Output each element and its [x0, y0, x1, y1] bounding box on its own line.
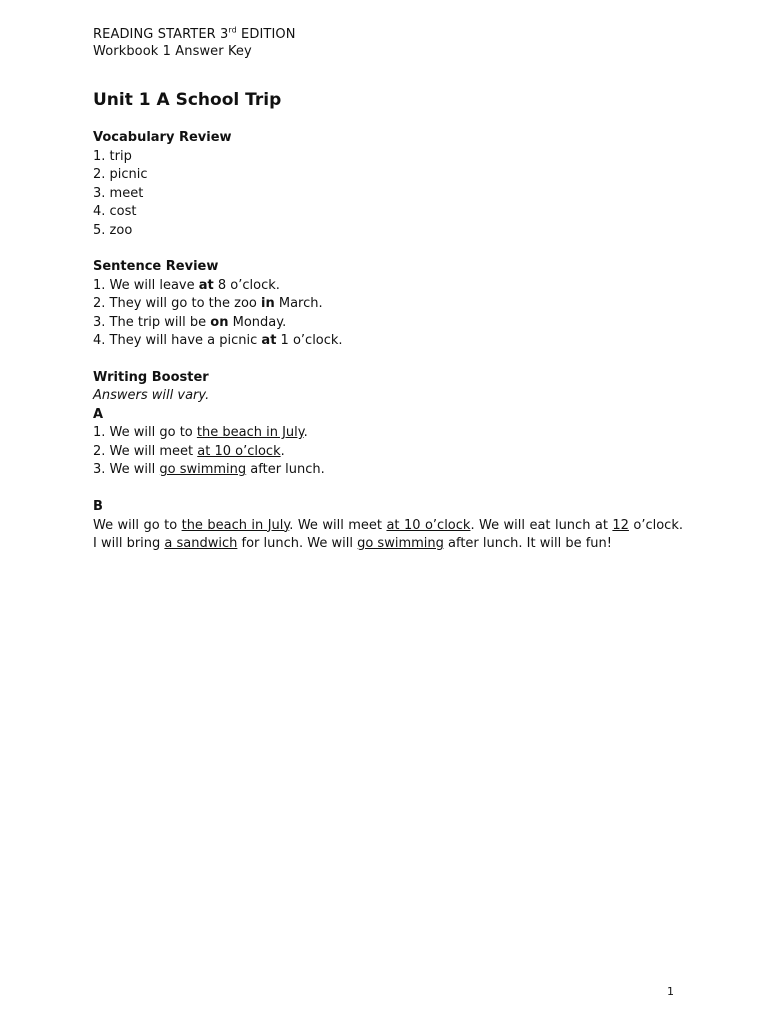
- sentence-item: 3. The trip will be on Monday.: [93, 314, 287, 330]
- writing-note: Answers will vary.: [93, 388, 210, 403]
- header-title-edition: EDITION: [236, 27, 296, 42]
- vocabulary-item: 1. trip: [93, 148, 132, 164]
- document-header-title: [93, 26, 683, 43]
- answer-word: at: [261, 333, 277, 348]
- answer-word: on: [210, 314, 229, 330]
- vocabulary-item: 3. meet: [93, 185, 144, 201]
- writing-section: [93, 369, 683, 554]
- answer-word: in: [261, 296, 275, 311]
- underlined-answer: at 10 o’clock: [197, 443, 281, 459]
- underlined-answer: go swimming: [357, 536, 444, 551]
- sentence-item: 4. They will have a picnic at 1 o’clock.: [93, 333, 343, 348]
- sentence-section: [93, 258, 683, 351]
- part-a-item: 1. We will go to the beach in July.: [93, 425, 308, 440]
- part-b-label: B: [93, 499, 103, 514]
- vocabulary-section: [93, 129, 683, 240]
- underlined-answer: the beach in July: [196, 425, 304, 440]
- answer-word: at: [198, 277, 214, 293]
- vocabulary-item: 4. cost: [93, 204, 137, 219]
- part-a-label: A: [93, 406, 104, 422]
- vocabulary-item: 2. picnic: [93, 167, 148, 182]
- underlined-answer: at 10 o’clock: [386, 517, 471, 533]
- underlined-answer: a sandwich: [164, 536, 238, 551]
- answer-key-page: [93, 26, 683, 554]
- vocabulary-item: 5. zoo: [93, 222, 133, 238]
- part-b-paragraph: We will go to the beach in July. We will meet at 10 o’clock. We will eat lunch at 12 o’clock. I will bring a sandwich for lunch. We will go swimming after lunch. It will be fun!: [93, 517, 683, 551]
- header-title-text: READING STARTER 3: [93, 27, 229, 42]
- sentence-item: 1. We will leave at 8 o’clock.: [93, 277, 280, 293]
- unit-title: Unit 1 A School Trip: [93, 90, 282, 110]
- part-a-item: 2. We will meet at 10 o’clock.: [93, 443, 285, 459]
- part-a-item: 3. We will go swimming after lunch.: [93, 462, 325, 477]
- document-header-subtitle: Workbook 1 Answer Key: [93, 44, 252, 59]
- header-title-superscript: rd: [228, 25, 237, 35]
- vocabulary-title: Vocabulary Review: [93, 130, 232, 145]
- underlined-answer: the beach in July: [181, 517, 290, 533]
- underlined-answer: go swimming: [159, 462, 247, 477]
- writing-title: Writing Booster: [93, 369, 209, 385]
- sentence-title: Sentence Review: [93, 259, 219, 274]
- page-number: 1: [667, 985, 674, 998]
- sentence-item: 2. They will go to the zoo in March.: [93, 296, 323, 311]
- underlined-answer: 12: [612, 517, 629, 533]
